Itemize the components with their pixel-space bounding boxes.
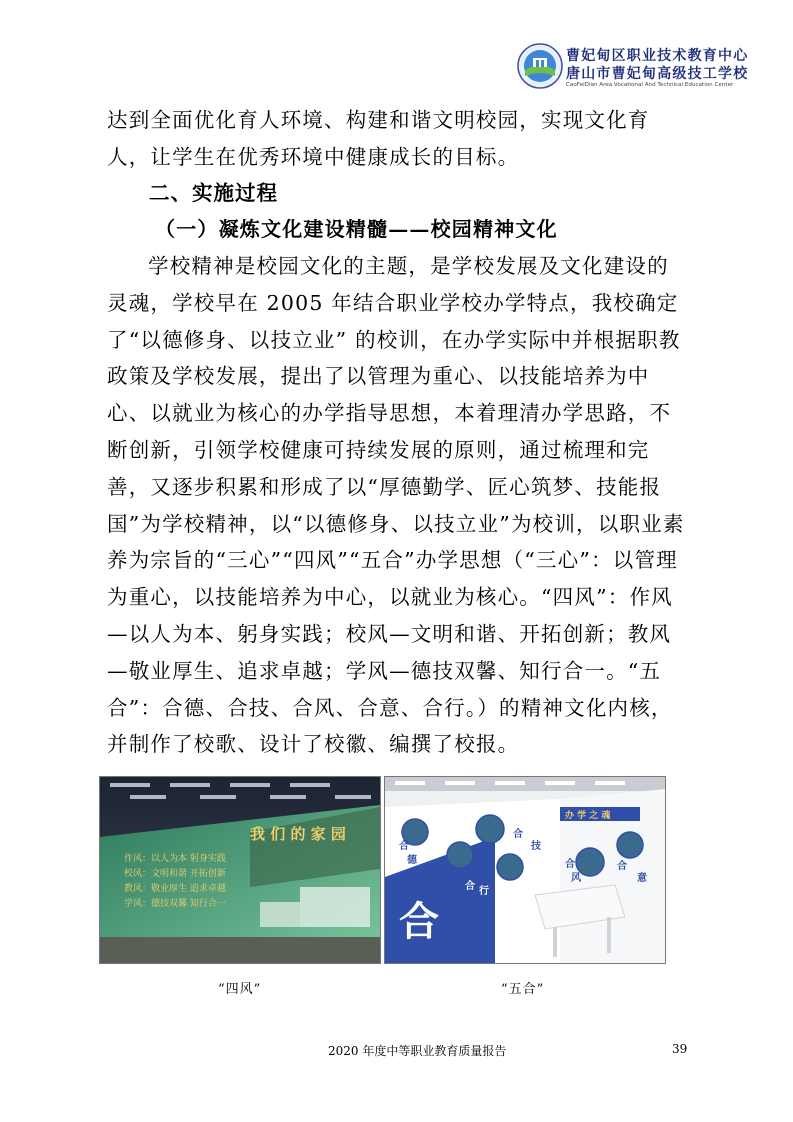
org-name-cn-2: 唐山市曹妃甸高级技工学校 <box>566 66 749 82</box>
section-heading: 二、实施过程 <box>149 181 278 205</box>
wall-label-2: 德 <box>407 855 417 866</box>
wall-label-5: 合 <box>465 881 475 892</box>
photo-five-harmonies <box>384 776 666 964</box>
style-line-3: 教风：敬业厚生 追求卓越 <box>124 884 226 894</box>
style-line-1: 作风：以人为本 躬身实践 <box>124 854 226 864</box>
subsection-heading: （一）凝炼文化建设精髓——校园精神文化 <box>155 217 558 241</box>
org-name-en: CaoFeiDian Area Vocational And Technical Education Center <box>566 82 734 88</box>
big-character: 合 <box>399 899 439 945</box>
wall-label-1: 合 <box>399 841 409 852</box>
style-line-4: 学风：德技双馨 知行合一 <box>124 899 226 909</box>
wall-title: 办 学 之 魂 <box>565 811 611 821</box>
wall-label-6: 行 <box>479 886 489 897</box>
paragraph-campus-spirit: 学校精神是校园文化的主题，是学校发展及文化建设的灵魂，学校早在 2005 年结合职业学校办学特点，我校确定了“以德修身、以技立业” 的校训，在办学实际中并根据职教政策及学校发展，提出了以管理为重心、以技能培养为中心、以就业为核心的办学指导思想，本着理清办学思路，不断创新，引领学校健康可持续发展的原则，通过梳理和完善，又逐步积累和形成了以“厚德勤学、匠心筑梦、技能报国”为学校精神，以“以德修身、以技立业”为校训，以职业素养为宗旨的“三心”“四风”“五合”办学思想（“三心”：以管理为重心，以技能培养为中心，以就业为核心。“四风”：作风—以人为本、躬身实践；校风—文明和谐、开拓创新；教风—敬业厚生、追求卓越；学风—德技双馨、知行合一。“五合”：合德、合技、合风、合意、合行。）的精神文化内核，并制作了校歌、设计了校徽、编撰了校报。 <box>107 254 685 757</box>
page-header <box>517 40 767 96</box>
wall-label-7: 合 <box>565 859 575 870</box>
wall-label-10: 意 <box>637 873 647 884</box>
paragraph-intro: 达到全面优化育人环境、构建和谐文明校园，实现文化育人，让学生在优秀环境中健康成长的目标。 <box>107 108 650 169</box>
photo-four-styles <box>99 776 381 964</box>
wall-label-8: 风 <box>571 873 581 884</box>
org-name-cn-1: 曹妃甸区职业技术教育中心 <box>566 48 749 64</box>
caption-four-styles: “四风” <box>218 982 262 997</box>
page-number: 39 <box>672 1042 688 1056</box>
caption-five-harmonies: “五合” <box>501 982 545 997</box>
wall-label-9: 合 <box>617 861 627 872</box>
sign-title: 我 们 的 家 园 <box>250 825 346 843</box>
style-line-2: 校风：文明和谐 开拓创新 <box>124 869 226 879</box>
wall-label-4: 技 <box>531 841 541 852</box>
school-logo-icon <box>517 43 563 89</box>
wall-label-3: 合 <box>513 829 523 840</box>
footer-report-title: 2020 年度中等职业教育质量报告 <box>328 1044 507 1058</box>
